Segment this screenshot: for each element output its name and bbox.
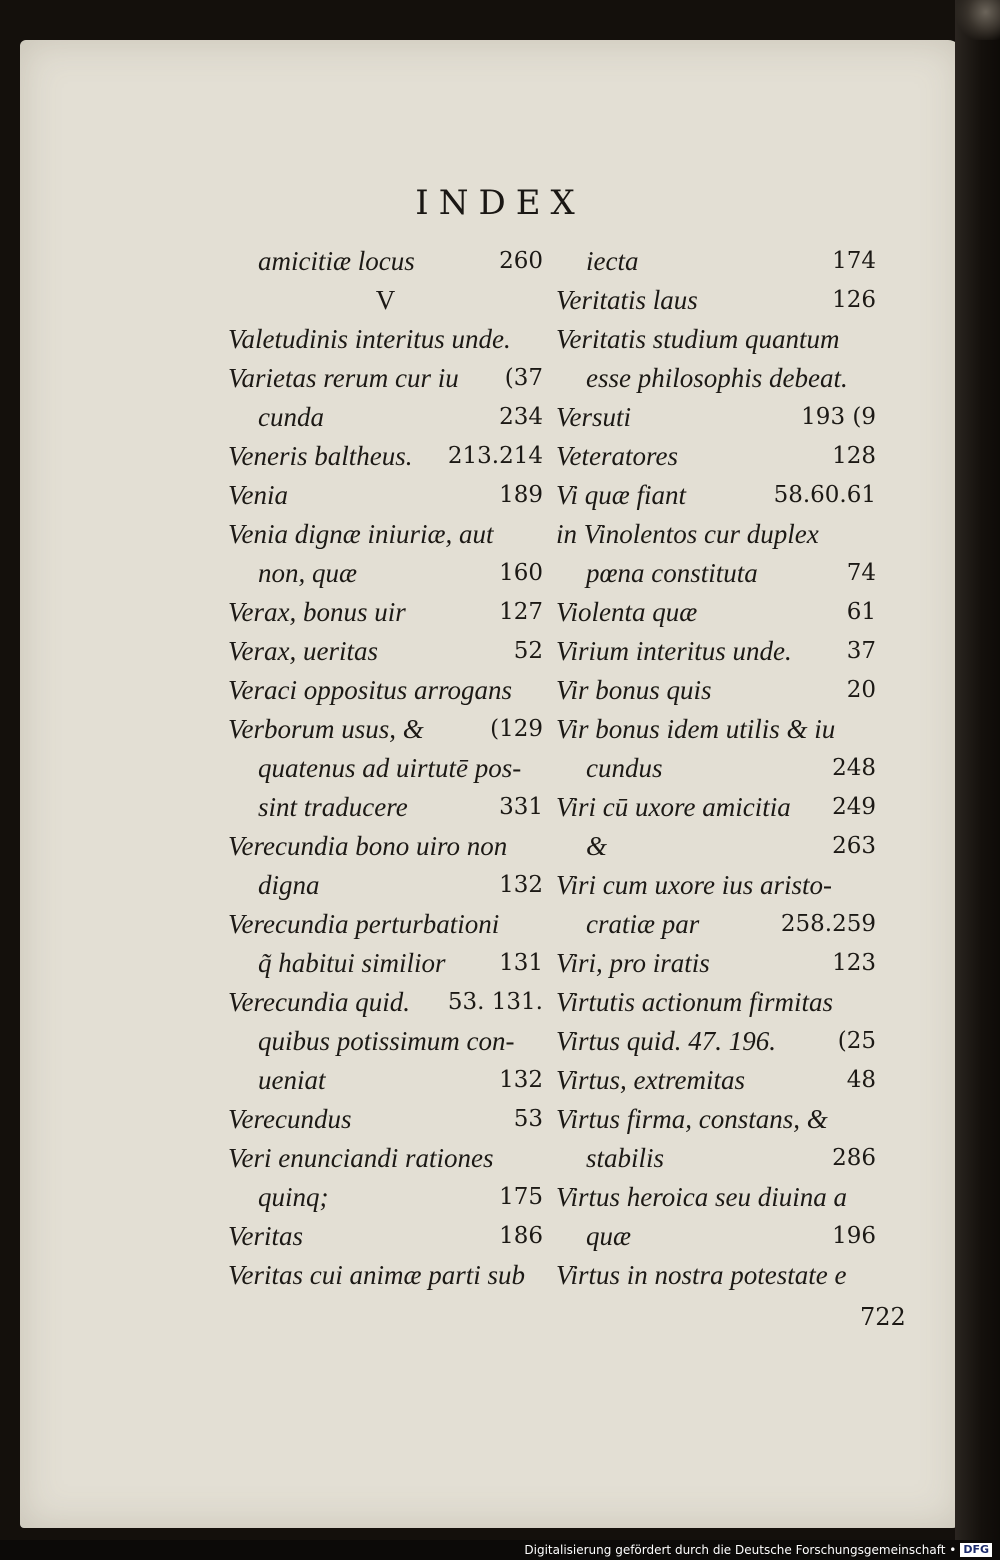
index-entry (228, 1256, 543, 1295)
index-entry (556, 983, 876, 1022)
index-entry-text: Viri cum uxore ius aristo- (556, 870, 832, 900)
index-entry-text: Veritas (228, 1221, 304, 1251)
index-entry-text: ueniat (258, 1065, 326, 1095)
index-entry-page: 174 (832, 248, 876, 274)
index-entry-page: 74 (846, 560, 876, 586)
index-entry-text: & (586, 831, 608, 861)
index-entry-page: (129 (490, 716, 543, 742)
index-entry-text: cunda (258, 402, 324, 432)
index-entry-page: (25 (837, 1028, 876, 1054)
index-entry-text: sint traducere (258, 792, 408, 822)
index-entry-text: Verborum usus, & (228, 714, 424, 744)
index-entry-text: Venia (228, 480, 288, 510)
index-entry (556, 1178, 876, 1217)
index-entry (556, 866, 876, 905)
index-entry-page: 131 (499, 950, 543, 976)
index-entry-page: 160 (499, 560, 543, 586)
index-entry-text: Varietas rerum cur iu (228, 363, 459, 393)
index-entry (228, 983, 543, 1022)
index-entry-text: Viri cū uxore amicitia (556, 792, 791, 822)
index-entry (228, 944, 543, 983)
index-entry-text: cratiæ par (586, 909, 700, 939)
index-entry-page: 175 (499, 1184, 543, 1210)
index-entry-page: (37 (504, 365, 543, 391)
index-entry-text: digna (258, 870, 320, 900)
index-entry-text: Virtutis actionum firmitas (556, 987, 834, 1017)
index-entry-text: quæ (586, 1221, 632, 1251)
index-entry-text: quibus potissimum con- (258, 1026, 515, 1056)
index-entry-text: Verecundia perturbationi (228, 909, 500, 939)
index-entry-text: pœna constituta (586, 558, 758, 588)
binding-fiber (952, 0, 1000, 40)
index-entry (228, 281, 543, 320)
index-entry-text: Veritatis laus (556, 285, 698, 315)
index-entry-page: 249 (832, 794, 876, 820)
page-header: INDEX (415, 183, 585, 223)
index-entry-text: Virtus, extremitas (556, 1065, 745, 1095)
index-entry (228, 827, 543, 866)
index-entry-page: 132 (499, 872, 543, 898)
footer-credit: Digitalisierung gefördert durch die Deutsche Forschungsgemeinschaft • (524, 1543, 957, 1557)
index-entry-page: 61 (846, 599, 876, 625)
index-entry-page: 189 (499, 482, 543, 508)
index-entry (228, 632, 543, 671)
index-entry-page: 127 (499, 599, 543, 625)
index-entry-text: Vir bonus quis (556, 675, 712, 705)
index-entry-page: 128 (832, 443, 876, 469)
digitization-footer (0, 1540, 1000, 1560)
index-entry-text: cundus (586, 753, 663, 783)
index-entry-text: Virtus in nostra potestate e (556, 1260, 847, 1290)
index-entry (556, 398, 876, 437)
index-entry-text: q̃ habitui similior (258, 948, 446, 978)
index-entry (556, 905, 876, 944)
index-entry-text: Virtus firma, constans, & (556, 1104, 828, 1134)
index-entry-text: Virtus heroica seu diuina a (556, 1182, 847, 1212)
index-entry (228, 242, 543, 281)
index-entry-page: 126 (832, 287, 876, 313)
index-entry (556, 1061, 876, 1100)
index-entry (228, 593, 543, 632)
index-entry (228, 437, 543, 476)
index-entry-page: 37 (846, 638, 876, 664)
index-entry-page: 258.259 (780, 911, 876, 937)
index-entry-text: Verecundia bono uiro non (228, 831, 508, 861)
index-entry-text: Virium interitus unde. (556, 636, 792, 666)
index-entry-page: 123 (832, 950, 876, 976)
index-entry-text: Virtus quid. 47. 196. (556, 1026, 777, 1056)
index-entry-text: Valetudinis interitus unde. (228, 324, 511, 354)
index-entry-page: 53. 131. (447, 989, 543, 1015)
index-entry-text: Verax, ueritas (228, 636, 378, 666)
index-entry (228, 788, 543, 827)
index-entry-text: esse philosophis debeat. (586, 363, 848, 393)
index-entry-text: iecta (586, 246, 639, 276)
index-entry (228, 515, 543, 554)
index-column-left (228, 242, 543, 1295)
index-entry-page: 260 (499, 248, 543, 274)
index-entry-text: Venia dignæ iniuriæ, aut (228, 519, 494, 549)
index-entry (228, 1139, 543, 1178)
index-entry-page: 58.60.61 (773, 482, 876, 508)
index-entry (556, 749, 876, 788)
index-entry (228, 359, 543, 398)
index-entry (228, 320, 543, 359)
index-entry-text: Veneris baltheus. (228, 441, 413, 471)
index-entry-page: 20 (846, 677, 876, 703)
index-entry (556, 320, 876, 359)
index-entry (556, 593, 876, 632)
index-entry (228, 671, 543, 710)
index-entry-page: 234 (499, 404, 543, 430)
index-entry (228, 710, 543, 749)
index-entry (228, 1100, 543, 1139)
index-entry (556, 1100, 876, 1139)
index-entry-page: 186 (499, 1223, 543, 1249)
index-entry-text: Verax, bonus uir (228, 597, 406, 627)
index-entry-page: 48 (846, 1067, 876, 1093)
page-edge-shadow (955, 0, 1000, 1540)
index-entry-text: Vir bonus idem utilis & iu (556, 714, 836, 744)
index-entry-page: 193 (9 (801, 404, 876, 430)
index-entry (556, 827, 876, 866)
index-entry (556, 788, 876, 827)
index-entry-text: Verecundia quid. (228, 987, 410, 1017)
index-entry-page: 196 (832, 1223, 876, 1249)
index-entry (228, 1217, 543, 1256)
index-entry-page: 263 (832, 833, 876, 859)
catchword: 722 (860, 1303, 906, 1331)
index-entry-text: V (375, 285, 396, 315)
index-entry-page: 53 (513, 1106, 543, 1132)
index-entry-page: 52 (513, 638, 543, 664)
index-entry-text: Verecundus (228, 1104, 352, 1134)
index-entry-page: 132 (499, 1067, 543, 1093)
index-entry (228, 866, 543, 905)
index-entry (228, 749, 543, 788)
index-entry (556, 476, 876, 515)
index-entry (556, 1217, 876, 1256)
index-entry (556, 281, 876, 320)
index-entry-text: quatenus ad uirtutē pos- (258, 753, 522, 783)
index-entry (556, 242, 876, 281)
index-entry (556, 515, 876, 554)
index-entry-text: Veritatis studium quantum (556, 324, 840, 354)
index-entry (556, 671, 876, 710)
index-entry-text: Violenta quæ (556, 597, 698, 627)
index-entry-page: 331 (499, 794, 543, 820)
index-entry-text: quinq; (258, 1182, 329, 1212)
index-entry (556, 710, 876, 749)
index-entry-page: 213.214 (447, 443, 543, 469)
index-entry (556, 1256, 876, 1295)
index-entry (228, 398, 543, 437)
index-entry-page: 286 (832, 1145, 876, 1171)
index-entry-text: Veri enunciandi rationes (228, 1143, 494, 1173)
index-entry (556, 944, 876, 983)
index-entry (228, 1061, 543, 1100)
index-entry-text: amicitiæ locus (258, 246, 415, 276)
index-entry-text: in Vinolentos cur duplex (556, 519, 819, 549)
index-entry-text: Veritas cui animæ parti sub (228, 1260, 526, 1290)
index-entry-text: Vi quæ fiant (556, 480, 687, 510)
index-entry-text: Veteratores (556, 441, 678, 471)
index-entry (228, 1022, 543, 1061)
index-entry-text: Versuti (556, 402, 632, 432)
index-entry-text: Viri, pro iratis (556, 948, 710, 978)
index-entry-text: Veraci oppositus arrogans (228, 675, 513, 705)
index-entry (228, 1178, 543, 1217)
index-entry-text: stabilis (586, 1143, 665, 1173)
index-entry (556, 632, 876, 671)
index-entry-text: non, quæ (258, 558, 358, 588)
dfg-logo: DFG (960, 1543, 992, 1557)
index-entry (556, 437, 876, 476)
index-entry-page: 248 (832, 755, 876, 781)
index-entry (556, 359, 876, 398)
index-entry (228, 905, 543, 944)
index-column-right (556, 242, 876, 1295)
index-entry (228, 554, 543, 593)
index-entry (556, 1139, 876, 1178)
index-entry (556, 554, 876, 593)
index-entry (556, 1022, 876, 1061)
index-entry (228, 476, 543, 515)
